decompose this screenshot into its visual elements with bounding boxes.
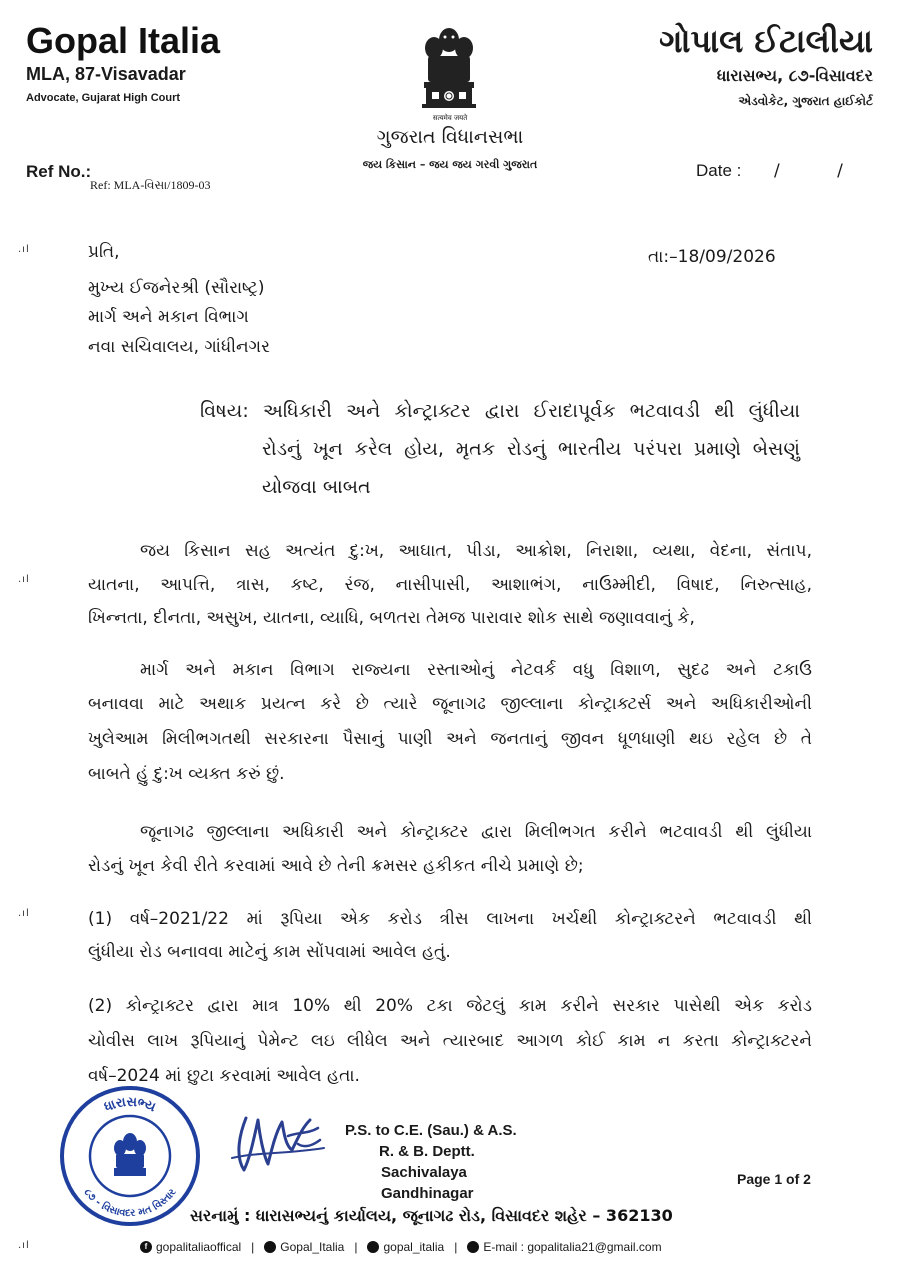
handwritten-signature bbox=[228, 1098, 328, 1178]
letterhead-advocate-english: Advocate, Gujarat High Court bbox=[26, 92, 181, 104]
recipient-line: મુખ્ય ઈજનેરશ્રી (સૌરાષ્ટ્ર) bbox=[88, 278, 265, 298]
date-label: Date : bbox=[696, 161, 742, 180]
seal-bottom-text: ૮૭ - વિસાવદર મત વિસ્તાર bbox=[81, 1187, 179, 1220]
paragraph-line: જૂનાગઢ જીલ્લાના અધિકારી અને કોન્ટ્રાક્ટર દ્વારા મિલીભગત કરીને ભટવાવડી થી લુંધીયા bbox=[140, 822, 812, 842]
point-line: (2) કોન્ટ્રાક્ટર દ્વારા માત્ર 10% થી 20% ટકા જેટલું કામ કરીને સરકાર પાસેથી એક કરોડ bbox=[88, 996, 812, 1016]
paragraph-line: બાબતે હું દુ:ખ વ્યક્ત કરું છું. bbox=[88, 764, 285, 784]
footer-separator: | bbox=[354, 1240, 358, 1254]
footer-separator: | bbox=[454, 1240, 458, 1254]
paragraph-line: જય કિસાન સહ અત્યંત દુ:ખ, આઘાત, પીડા, આક્રોશ, નિરાશા, વ્યથા, વેદના, સંતાપ, bbox=[140, 541, 812, 561]
facebook-handle: gopalitaliaoffical bbox=[156, 1240, 242, 1254]
letterhead-mla-gujarati: ધારાસભ્ય, ૮૭-વિસાવદર bbox=[716, 66, 873, 85]
to-label: પ્રતિ, bbox=[88, 242, 120, 262]
point-line: (1) વર્ષ–2021/22 માં રૂપિયા એક કરોડ ત્રીસ લાખના ખર્ચથી કોન્ટ્રાક્ટરને ભટવાવડી થી bbox=[88, 909, 812, 929]
paragraph-line: બનાવવા માટે અથાક પ્રયત્ન કરે છે ત્યારે જૂનાગઢ જીલ્લાના કોન્ટ્રાક્ટર્સ અને અધિકારીઓની bbox=[88, 694, 812, 714]
national-emblem-icon bbox=[414, 22, 484, 122]
seal-emblem-icon bbox=[114, 1133, 146, 1176]
recipient-line: માર્ગ અને મકાન વિભાગ bbox=[88, 307, 249, 327]
footer-email[interactable] bbox=[467, 1240, 661, 1254]
office-address: સરનામું : ધારાસભ્યનું કાર્યાલય, જૂનાગઢ રોડ, વિસાવદર શહેર – 362130 bbox=[190, 1206, 673, 1225]
facebook-icon: f bbox=[140, 1241, 152, 1253]
paragraph-line: ખિન્નતા, દીનતા, અસુખ, યાતના, વ્યાધિ, બળતરા તેમજ પારાવાર શોક સાથે જણાવવાનું કે, bbox=[88, 608, 695, 628]
point-line: ચોવીસ લાખ રૂપિયાનું પેમેન્ટ લઇ લીધેલ અને ત્યારબાદ આગળ કોઈ કામ ન કરતા કોન્ટ્રાક્ટરને bbox=[88, 1031, 812, 1051]
ps-line: Sachivalaya bbox=[381, 1164, 467, 1181]
footer-twitter[interactable] bbox=[264, 1240, 344, 1254]
slogan: જય કિસાન – જય જય ગરવી ગુજરાત bbox=[362, 158, 538, 171]
seal-top-text: ધારાસભ્ય bbox=[102, 1094, 158, 1116]
footer-facebook[interactable] bbox=[140, 1240, 241, 1254]
date-blank: / / bbox=[774, 161, 869, 181]
margin-mark: .ıl bbox=[18, 908, 30, 919]
instagram-icon bbox=[367, 1241, 379, 1253]
twitter-icon bbox=[264, 1241, 276, 1253]
margin-mark: .ıl bbox=[18, 574, 30, 585]
ref-number-label: Ref No.: bbox=[26, 162, 92, 181]
ps-to-block bbox=[345, 1120, 517, 1204]
letterhead-name-gujarati: ગોપાલ ઈટાલીયા bbox=[659, 22, 873, 60]
paragraph-line: માર્ગ અને મકાન વિભાગ રાજ્યના રસ્તાઓનું નેટવર્ક વધુ વિશાળ, સુદઢ અને ટકાઉ bbox=[140, 660, 812, 680]
paragraph-line: યાતના, આપત્તિ, ત્રાસ, કષ્ટ, રંજ, નાસીપાસી, આશાભંગ, નાઉમ્મીદી, વિષાદ, નિરુત્સાહ, bbox=[88, 575, 812, 595]
subject-line: રોડનું ખૂન કરેલ હોય, મૃતક રોડનું ભારતીય પરંપરા પ્રમાણે બેસણું bbox=[262, 438, 800, 460]
footer-separator: | bbox=[251, 1240, 255, 1254]
ps-line: R. & B. Deptt. bbox=[379, 1143, 475, 1160]
letterhead-mla-english: MLA, 87-Visavadar bbox=[26, 64, 186, 84]
twitter-handle: Gopal_Italia bbox=[280, 1240, 345, 1254]
svg-text:ધારાસભ્ય bbox=[102, 1095, 158, 1116]
letterhead-advocate-gujarati: એડવોકેટ, ગુજરાત હાઈકોર્ટ bbox=[738, 94, 873, 108]
point-line: લુંધીયા રોડ બનાવવા માટેનું કામ સોંપવામાં આવેલ હતું. bbox=[88, 942, 451, 962]
ps-line: Gandhinagar bbox=[381, 1185, 474, 1202]
email-address: E-mail : gopalitalia21@gmail.com bbox=[483, 1240, 662, 1254]
point-line: વર્ષ–2024 માં છુટા કરવામાં આવેલ હતા. bbox=[88, 1066, 360, 1086]
margin-mark: .ıl bbox=[18, 1240, 30, 1251]
page-indicator: Page 1 of 2 bbox=[737, 1171, 811, 1187]
instagram-handle: gopal_italia bbox=[383, 1240, 445, 1254]
letter-date: તા:–18/09/2026 bbox=[648, 247, 776, 267]
paragraph-line: ખુલેઆમ મિલીભગતથી સરકારના પૈસાનું પાણી અને જનતાનું જીવન ધૂળધાણી થઇ રહેલ છે તે bbox=[88, 729, 812, 749]
subject-line: યોજવા બાબત bbox=[262, 476, 371, 498]
margin-mark: .ıl bbox=[18, 244, 30, 255]
subject-line: વિષય: અધિકારી અને કોન્ટ્રાક્ટર દ્વારા ઈરાદાપૂર્વક ભટવાવડી થી લુંધીયા bbox=[200, 400, 800, 422]
recipient-line: નવા સચિવાલય, ગાંધીનગર bbox=[88, 337, 270, 357]
footer-instagram[interactable] bbox=[367, 1240, 444, 1254]
contact-footer bbox=[140, 1240, 662, 1254]
assembly-title: ગુજરાત વિધાનસભા bbox=[376, 126, 524, 148]
paragraph-line: રોડનું ખૂન કેવી રીતે કરવામાં આવે છે તેની ક્રમસર હકીકત નીચે પ્રમાણે છે; bbox=[88, 856, 584, 876]
email-icon bbox=[467, 1241, 479, 1253]
ps-line: P.S. to C.E. (Sau.) & A.S. bbox=[345, 1122, 517, 1139]
letterhead-name-english: Gopal Italia bbox=[26, 20, 221, 61]
emblem-motto: सत्यमेव जयते bbox=[432, 114, 468, 122]
ref-number-value: Ref: MLA-વિસા/1809-03 bbox=[90, 178, 211, 192]
mla-seal-stamp bbox=[58, 1084, 202, 1228]
